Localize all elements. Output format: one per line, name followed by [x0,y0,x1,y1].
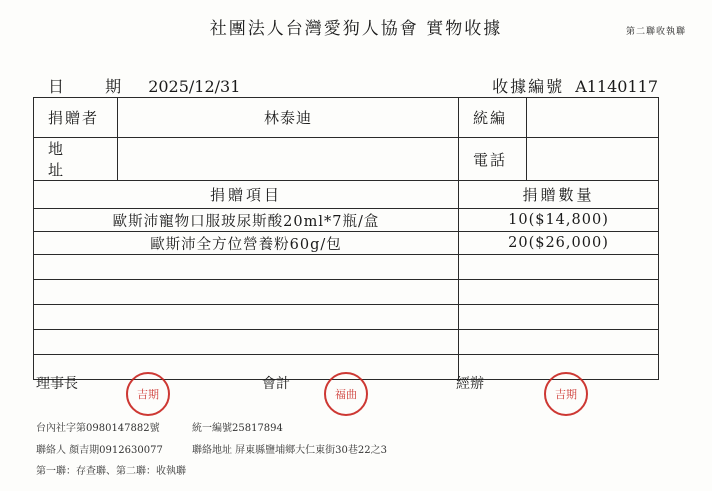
item-qty: 20($26,000) [459,232,659,255]
donor-row [34,98,659,138]
phone-label: 電話 [459,138,527,181]
date-label: 日 期 [48,77,140,96]
receipt-number [492,74,658,97]
empty-row [34,330,659,355]
handler-seal: 吉期 [544,372,588,416]
items-header-row [34,181,659,209]
tax-id-label: 統編 [459,98,527,138]
empty-row [34,280,659,305]
items-header: 捐贈項目 [34,181,459,209]
item-name: 歐斯沛全方位營養粉60g/包 [34,232,459,255]
address-row [34,138,659,181]
item-qty: 10($14,800) [459,209,659,232]
handler-label: 經辦 [456,376,484,392]
item-row [34,209,659,232]
accountant-seal: 福曲 [324,372,368,416]
empty-row [34,305,659,330]
registration-number: 台內社字第0980147882號 [36,423,160,434]
item-row [34,232,659,255]
receipt-title: 社團法人台灣愛狗人協會 實物收據 [209,19,503,39]
contact-address: 聯絡地址 屏東縣鹽埔鄉大仁東街30巷22之3 [192,445,387,456]
chairman-label: 理事長 [36,376,78,392]
donor-label: 捐贈者 [34,98,118,138]
tax-number: 統一編號25817894 [192,423,283,434]
chairman-seal: 吉期 [126,372,170,416]
phone-value [527,138,659,181]
tax-id-value [527,98,659,138]
date-value: 2025/12/31 [148,77,241,96]
qty-header: 捐贈數量 [459,181,659,209]
item-name: 歐斯沛寵物口服玻尿斯酸20ml*7瓶/盒 [34,209,459,232]
donor-value: 林泰迪 [118,98,459,138]
address-label: 地 址 [34,138,118,181]
empty-row [34,255,659,280]
contact-person: 聯絡人 顏吉期0912630077 [36,445,163,456]
date-row [48,74,240,97]
receipt-number-value: A1140117 [575,77,658,96]
receipt-number-label: 收據編號 [492,77,565,96]
receipt-form-table [33,97,659,380]
address-value [118,138,459,181]
copy-label: 第二聯收執聯 [625,27,686,37]
copy-legend: 第一聯：存查聯、第二聯：收執聯 [36,466,186,477]
accountant-label: 會計 [262,376,290,392]
